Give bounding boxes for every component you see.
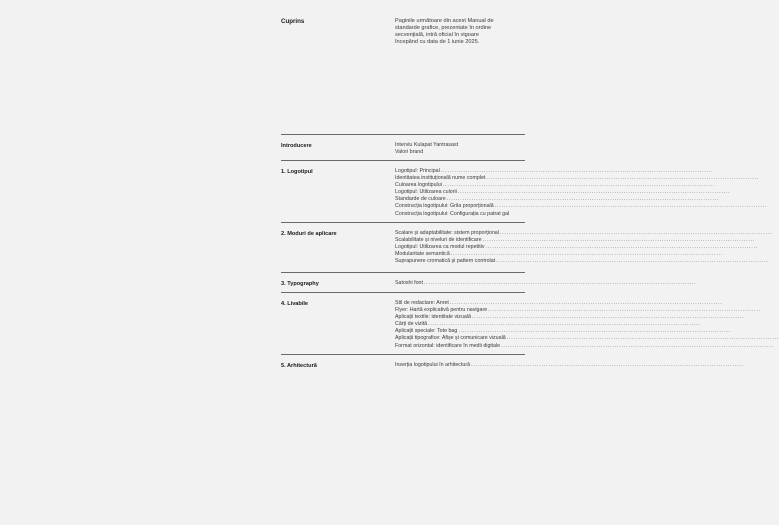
intro-line: standarde grafice, prezentate în ordine [395,24,492,31]
dot-leader: ........................................................................................................................ [482,236,756,243]
section-items [395,299,779,350]
toc-entry-label: Flyer: Hartă explicativă pentru navigare [395,306,488,313]
toc-entry-label: Format orizontal: identificare în medii digitale [395,342,501,349]
dot-leader: ........................................................................................................................ [450,251,724,258]
toc-entry-label: Valori brand [395,148,424,155]
dot-leader: ........................................................................................................................ [494,203,768,210]
toc-entry[interactable] [395,279,697,287]
dot-leader: ........................................................................................................................ [485,243,759,250]
dot-leader: ........................................................................................................................ [428,321,701,328]
toc-entry[interactable] [395,313,745,321]
section-divider [281,134,525,135]
dot-leader: ........................................................................................................................ [471,361,744,368]
toc-entry[interactable] [395,335,779,342]
toc-entry[interactable] [395,342,774,350]
toc-entry-label: Construcția logotipului: Configurația cu patrat gal [395,210,510,217]
dot-leader: ........................................................................................................................ [506,335,779,342]
dot-leader: ........................................................................................................................ [442,181,716,188]
toc-entry[interactable] [395,243,759,251]
toc-entry-label: Construcția logotipului: Grila proporțională [395,203,494,210]
section-items [395,167,768,218]
dot-leader: ........................................................................................................................ [499,229,773,236]
section-title: 5. Arhitectură [281,362,317,369]
dot-leader: ........................................................................................................................ [457,189,731,196]
dot-leader: ........................................................................................................................ [458,328,731,335]
toc-entry[interactable] [395,181,716,189]
toc-entry-label: Interviu Kulapat Yantrasast [395,141,459,148]
toc-entry[interactable] [395,258,769,265]
toc-entry[interactable] [395,189,731,196]
toc-entry-label: Identitatea instituțională nume complet [395,174,486,181]
toc-entry[interactable] [395,361,744,369]
toc-entry[interactable] [395,203,768,210]
toc-entry-label: Satoshi font [395,279,423,286]
toc-entry-label: Culoarea logotipului [395,181,442,188]
toc-entry[interactable] [395,236,756,244]
toc-entry[interactable] [395,299,723,307]
dot-leader: ........................................................................................................................ [488,306,761,313]
toc-entry-label: Suprapunere cromatică și pattern controlat [395,258,496,265]
toc-intro [395,18,523,47]
dot-leader: ........................................................................................................................ [486,174,760,181]
dot-leader: ........................................................................................................................ [440,167,714,174]
section-items [395,229,773,266]
toc-entry-label: Logotipul: Utilizarea ca modul repetitiv [395,243,485,250]
toc-title: Cuprins [281,18,305,25]
toc-entry[interactable] [395,229,773,237]
intro-line: secvențială, intră oficial în vigoare [395,31,479,38]
toc-entry-label: Aplicații textile: identitate vizuală [395,313,471,320]
dot-leader: ........................................................................................................................ [471,313,745,320]
toc-entry[interactable] [395,328,731,335]
section-divider [281,292,525,293]
section-items [395,279,697,287]
toc-entry[interactable] [395,211,525,218]
dot-leader: ........................................................................................................................ [449,299,723,306]
dot-leader: ........................................................................................................................ [423,279,697,286]
toc-entry[interactable] [395,174,760,182]
toc-entry-label: Standarde de culoare [395,196,446,203]
toc-entry-label: Aplicații speciale: Tote bag [395,328,458,335]
section-title: 1. Logotipul [281,168,313,175]
section-title: Introducere [281,142,312,149]
section-title: 4. Livabile [281,300,309,307]
toc-entry[interactable] [395,196,720,203]
toc-entry-label: Stil de redactare: Anret [395,299,449,306]
toc-entry-label: Inserția logotipului în arhitectură [395,361,471,368]
toc-entry[interactable] [395,321,701,328]
toc-entry[interactable] [395,167,714,175]
section-divider [281,272,525,273]
toc-entry[interactable] [395,306,761,314]
section-title: 2. Moduri de aplicare [281,230,337,237]
toc-entry-label: Logotipul: Utilizarea culorii [395,189,457,196]
toc-entry-label: Modularitate semantică [395,251,450,258]
toc-entry[interactable] [395,142,525,149]
section-items [395,361,744,369]
section-divider [281,354,525,355]
dot-leader: ........................................................................................................................ [496,258,769,265]
section-title: 3. Typography [281,280,319,287]
dot-leader: ........................................................................................................................ [446,196,720,203]
toc-entry-label: Aplicații tipografice: Afișe și comunicare vizuală [395,335,506,342]
toc-entry-label: Logotipul: Principal [395,167,440,174]
section-divider [281,222,525,223]
section-divider [281,160,525,161]
dot-leader: ........................................................................................................................ [501,342,774,349]
toc-entry[interactable] [395,251,724,258]
section-items [395,142,525,156]
intro-line: începând cu data de 1 iunie 2025. [395,39,480,46]
toc-entry-label: Scalare și adaptabilitate: sistem proporțional [395,229,499,236]
toc-entry[interactable] [395,149,525,156]
intro-line: Paginile următoare din acest Manual de [395,17,494,24]
toc-entry-label: Scalabilitate și niveluri de identificare [395,236,482,243]
toc-entry-label: Cărți de vizită [395,321,428,328]
